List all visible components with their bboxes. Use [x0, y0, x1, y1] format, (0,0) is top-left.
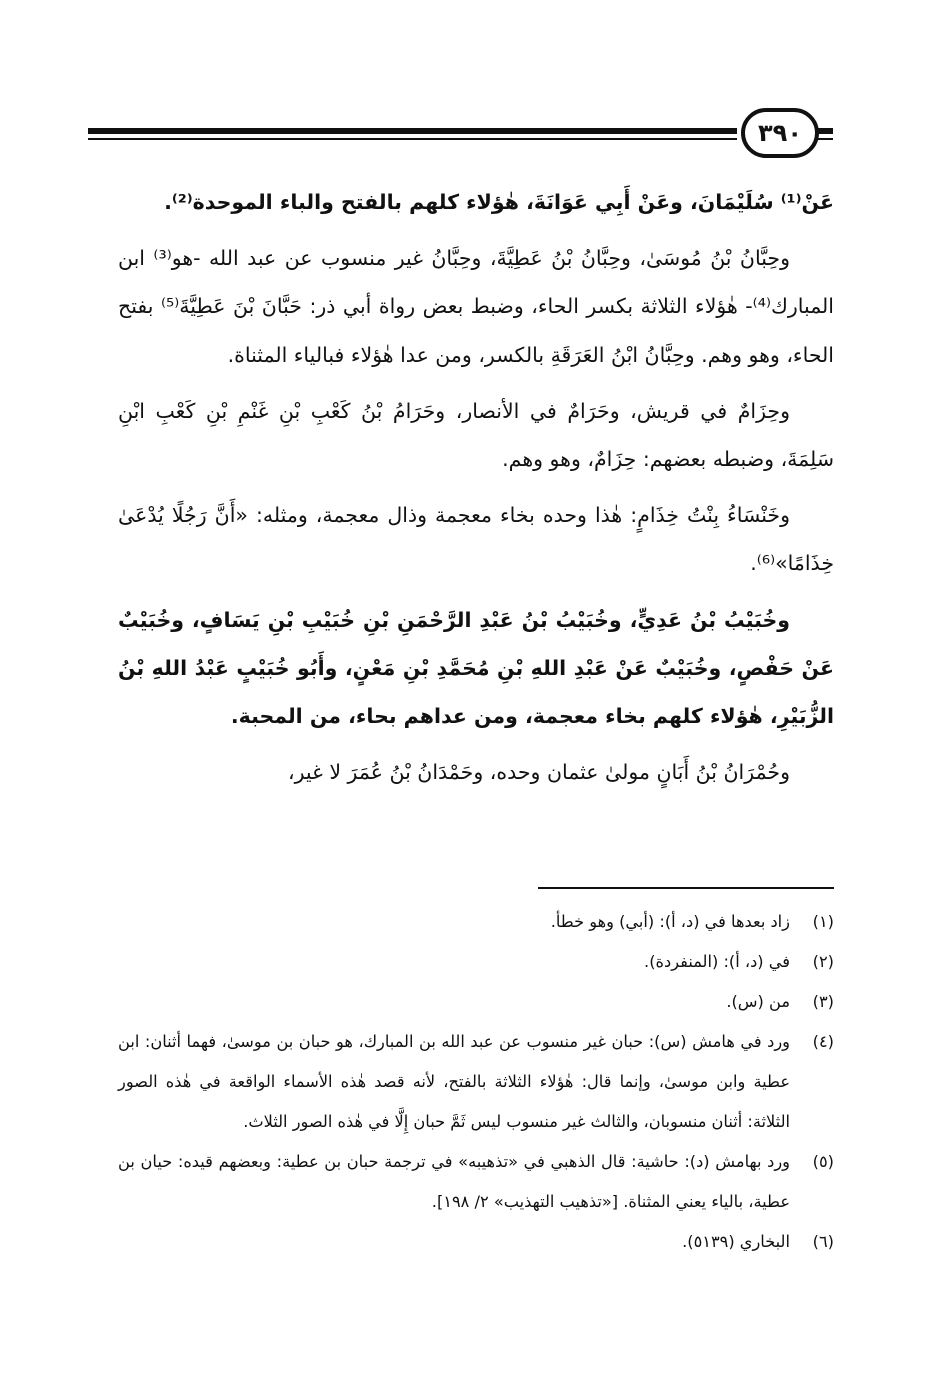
footnotes: [118, 902, 834, 1262]
footnote-number: (٥): [812, 1152, 834, 1171]
footnote-text: ورد في هامش (س): حبان غير منسوب عن عبد الله بن المبارك، هو حبان بن موسىٰ، فهما أثنان: ابن عطية وابن موسىٰ، وإنما قال: هٰؤلاء الثلاثة بالفتح، لأنه قصد هٰذه الأسماء الواقعة في هٰذه الصور الثلاثة: أثنان منسوبان، والثالث غير منسوب ليس ثَمَّ حبان إِلَّا في هٰذه الصور الثلاث.: [118, 1032, 790, 1131]
footnote-number: (٢): [812, 952, 834, 971]
paragraph-1: عَنْ⁽¹⁾ سُلَيْمَانَ، وعَنْ أَبِي عَوَانَةَ، هٰؤلاء كلهم بالفتح والباء الموحدة⁽²⁾.: [164, 190, 834, 214]
footnote-text: زاد بعدها في (د، أ): (أبي) وهو خطأ.: [550, 912, 790, 931]
main-text: [118, 178, 834, 796]
footnote-text: في (د، أ): (المنفردة).: [644, 952, 790, 971]
header-rule-thin: [88, 138, 737, 140]
page-number: ٣٩٠: [741, 108, 819, 158]
paragraph-6: وحُمْرَانُ بْنُ أَبَانٍ مولىٰ عثمان وحده، وحَمْدَانُ بْنُ عُمَرَ لا غير،: [288, 760, 790, 785]
footnote-1: [118, 902, 834, 942]
paragraph-5: وخُبَيْبُ بْنُ عَدِيٍّ، وخُبَيْبُ بْنُ عَبْدِ الرَّحْمَنِ بْنِ خُبَيْبِ بْنِ يَسَافٍ، وخُبَيْبٌ عَنْ حَفْصٍ، وخُبَيْبٌ عَنْ عَبْدِ اللهِ بْنِ مُحَمَّدِ بْنِ مَعْنٍ، وأَبُو خُبَيْبٍ عَبْدُ اللهِ بْنُ الزُّبَيْرِ، هٰؤلاء كلهم بخاء معجمة، ومن عداهم بحاء، من المحبة.: [118, 607, 834, 729]
footnote-6: [118, 1222, 834, 1262]
footnote-number: (٤): [812, 1032, 834, 1051]
footnote-number: (٣): [812, 992, 834, 1011]
paragraph-3: وحِزَامٌ في قريش، وحَرَامٌ في الأنصار، وحَرَامُ بْنُ كَعْبِ بْنِ غَنْمِ بْنِ كَعْبِ ابْنِ سَلِمَةَ، وضبطه بعضهم: حِزَامٌ، وهو وهم.: [118, 398, 834, 472]
footnote-text: من (س).: [726, 992, 790, 1011]
footnote-text: البخاري (٥١٣٩).: [682, 1232, 790, 1251]
footnote-text: ورد بهامش (د): حاشية: قال الذهبي في «تذهيبه» في ترجمة حبان بن عطية: وبعضهم قيده: حيان بن عطية، بالياء يعني المثناة. [«تذهيب التهذيب» ٢/ ١٩٨].: [118, 1152, 790, 1211]
footnote-4: [118, 1022, 834, 1142]
footnote-5: [118, 1142, 834, 1222]
header-rule-thick: [88, 128, 737, 134]
footnote-3: [118, 982, 834, 1022]
footnote-number: (١): [812, 912, 834, 931]
paragraph-2: وحِبَّانُ بْنُ مُوسَىٰ، وحِبَّانُ بْنُ عَطِيَّةَ، وحِبَّانُ غير منسوب عن عبد الله -هو⁽³⁾ ابن المبارك⁽⁴⁾- هٰؤلاء الثلاثة بكسر الحاء، وضبط بعض رواة أبي ذر: حَبَّانَ بْنَ عَطِيَّةَ⁽⁵⁾ بفتح الحاء، وهو وهم. وحِبَّانُ ابْنُ العَرَقَةِ بالكسر، ومن عدا هٰؤلاء فبالياء المثناة.: [118, 246, 834, 367]
paragraph-4: وخَنْسَاءُ بِنْتُ خِذَامٍ: هٰذا وحده بخاء معجمة وذال معجمة، ومثله: «أَنَّ رَجُلًا يُدْعَىٰ خِذَامًا»⁽⁶⁾.: [118, 503, 834, 576]
footnote-2: [118, 942, 834, 982]
footnote-number: (٦): [812, 1232, 834, 1251]
page-header: [88, 108, 833, 160]
footnote-separator: [538, 887, 834, 889]
